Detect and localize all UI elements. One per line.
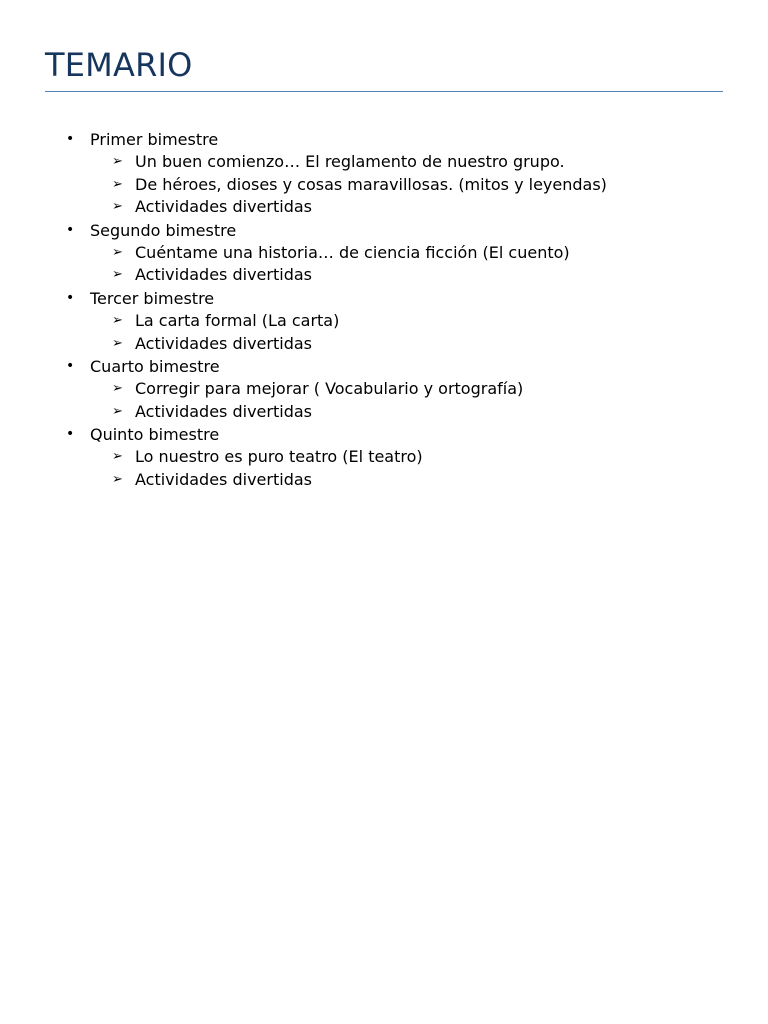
topic-list xyxy=(0,378,768,423)
bimestre-label: Segundo bimestre xyxy=(90,220,237,240)
topic-item xyxy=(0,378,768,401)
bimestre-label: Tercer bimestre xyxy=(90,288,215,308)
arrow-bullet-icon: ➢ xyxy=(112,267,123,283)
topic-item xyxy=(0,333,768,356)
topic-item xyxy=(0,174,768,197)
topic-item xyxy=(0,151,768,174)
topic-item xyxy=(0,401,768,424)
topic-item xyxy=(0,446,768,469)
topic-label: Lo nuestro es puro teatro (El teatro) xyxy=(135,447,423,467)
topic-label: Actividades divertidas xyxy=(135,197,312,217)
bimestre-item xyxy=(0,287,768,355)
topic-item xyxy=(0,242,768,265)
bimestre-heading xyxy=(0,219,768,242)
arrow-bullet-icon: ➢ xyxy=(112,176,123,192)
bimestre-heading xyxy=(0,287,768,310)
arrow-bullet-icon: ➢ xyxy=(112,335,123,351)
topic-label: Actividades divertidas xyxy=(135,265,312,285)
topic-list xyxy=(0,310,768,355)
topic-label: Cuéntame una historia… de ciencia ficción (El cuento) xyxy=(135,242,570,262)
bullet-icon: • xyxy=(66,131,75,147)
bullet-icon: • xyxy=(66,221,75,238)
topic-label: La carta formal (La carta) xyxy=(135,310,340,330)
title-underline xyxy=(45,91,723,92)
page-title: TEMARIO xyxy=(45,46,193,84)
topic-label: Actividades divertidas xyxy=(135,469,312,489)
bimestre-item xyxy=(0,128,768,219)
bimestre-label: Primer bimestre xyxy=(90,130,219,149)
topic-label: Actividades divertidas xyxy=(135,333,312,353)
bullet-icon: • xyxy=(66,289,75,306)
topic-label: De héroes, dioses y cosas maravillosas. (mitos y leyendas) xyxy=(135,174,607,194)
bimestre-item xyxy=(0,355,768,423)
topic-label: Corregir para mejorar ( Vocabulario y ortografía) xyxy=(135,379,524,399)
arrow-bullet-icon: ➢ xyxy=(112,449,123,465)
syllabus-outline xyxy=(0,128,768,492)
arrow-bullet-icon: ➢ xyxy=(112,312,123,328)
bimestre-heading xyxy=(0,423,768,446)
bullet-icon: • xyxy=(66,358,75,375)
bimestre-label: Cuarto bimestre xyxy=(90,357,220,377)
topic-label: Un buen comienzo… El reglamento de nuestro grupo. xyxy=(135,152,565,171)
bimestre-heading xyxy=(0,128,768,151)
topic-item xyxy=(0,264,768,287)
arrow-bullet-icon: ➢ xyxy=(112,381,123,397)
topic-list xyxy=(0,242,768,287)
topic-item xyxy=(0,310,768,333)
topic-item xyxy=(0,196,768,219)
arrow-bullet-icon: ➢ xyxy=(112,199,123,215)
topic-label: Actividades divertidas xyxy=(135,401,312,421)
arrow-bullet-icon: ➢ xyxy=(112,403,123,419)
arrow-bullet-icon: ➢ xyxy=(112,244,123,260)
bimestre-item xyxy=(0,219,768,287)
bimestre-label: Quinto bimestre xyxy=(90,425,220,445)
topic-list xyxy=(0,151,768,219)
topic-item xyxy=(0,469,768,492)
arrow-bullet-icon: ➢ xyxy=(112,471,123,487)
topic-list xyxy=(0,446,768,491)
bimestre-item xyxy=(0,423,768,491)
bullet-icon: • xyxy=(66,426,75,443)
bimestre-heading xyxy=(0,355,768,378)
arrow-bullet-icon: ➢ xyxy=(112,154,123,169)
